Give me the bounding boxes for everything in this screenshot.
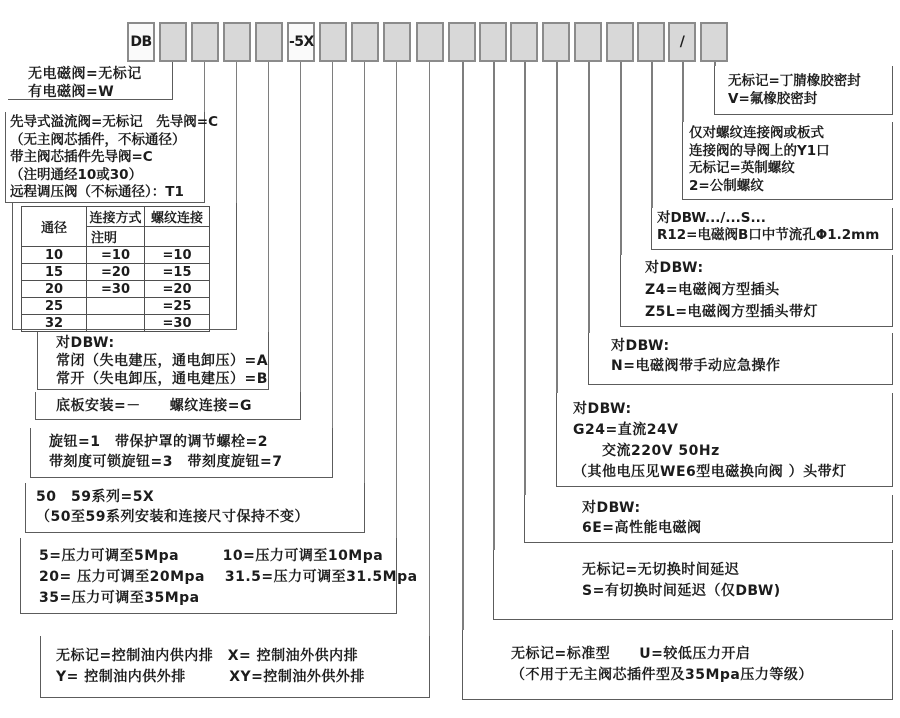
leader-line	[396, 62, 398, 538]
code-box-normally	[255, 22, 283, 62]
label-block-control-oil	[40, 636, 430, 698]
leader-line	[493, 62, 495, 550]
leader-line	[364, 62, 366, 483]
leader-line	[556, 62, 558, 393]
label-text: （50至59系列安装和连接尺寸保持不变）	[36, 509, 309, 525]
code-box-solenoid	[159, 22, 187, 62]
label-block-high-performance	[524, 495, 893, 543]
leader-line	[236, 62, 238, 203]
table-cell: =15	[145, 264, 210, 281]
label-text: （不用于无主阀芯插件型及35Mpa压力等级）	[511, 667, 813, 683]
label-text: 对DBW:	[573, 401, 632, 417]
label-text: 35=压力可调至35Mpa	[39, 590, 200, 606]
table-cell: 25	[22, 298, 87, 315]
code-box-adjust	[319, 22, 347, 62]
table-cell: 32	[22, 315, 87, 332]
label-block-plug-type	[620, 255, 893, 327]
label-text: R12=电磁阀B口中节流孔Φ1.2mm	[657, 227, 880, 243]
label-text: 常闭（失电建压，通电卸压）=A	[56, 353, 269, 369]
label-text: 带刻度可锁旋钮=3 带刻度旋钮=7	[49, 454, 283, 470]
leader-line	[651, 62, 653, 208]
label-text: 20= 压力可调至20Mpa 31.5=压力可调至31.5Mpa	[39, 569, 418, 585]
label-text: 对DBW:	[645, 260, 704, 276]
label-block-standard-type	[462, 630, 893, 700]
label-block-pressure-rating	[20, 538, 418, 614]
code-box-seal	[700, 22, 728, 62]
label-text: 无标记=英制螺纹	[689, 160, 795, 176]
leader-line	[524, 62, 526, 495]
table-cell: =30	[87, 281, 145, 298]
table-cell: =30	[145, 315, 210, 332]
code-box-standard	[448, 22, 476, 62]
label-text: 无标记=标准型 U=较低压力开启	[511, 646, 751, 662]
label-text: 对DBW:	[56, 335, 115, 351]
label-text: 先导式溢流阀=无标记 先导阀=C	[10, 114, 219, 130]
code-box-hiperf	[510, 22, 538, 62]
label-text: 常开（失电卸压，通电建压）=B	[56, 371, 268, 387]
table-subheader: 注明	[87, 227, 145, 247]
code-box-voltage	[542, 22, 570, 62]
label-block-normally-open-closed	[37, 332, 269, 390]
label-text: 有电磁阀=W	[28, 83, 115, 100]
label-text: Z5L=电磁阀方型插头带灯	[645, 304, 819, 320]
leader-line	[429, 62, 431, 636]
table-cell: 10	[22, 247, 87, 264]
leader-line	[332, 62, 334, 428]
label-text: （注明通经10或30）	[10, 166, 143, 183]
label-block-orifice	[651, 208, 893, 250]
code-box-plug	[606, 22, 634, 62]
label-text: G24=直流24V	[573, 422, 679, 438]
code-box-orifice	[637, 22, 665, 62]
label-text: Z4=电磁阀方型插头	[645, 282, 780, 298]
leader-line	[588, 62, 590, 333]
label-text: 5=压力可调至5Mpa 10=压力可调至10Mpa	[39, 548, 384, 564]
label-text: 对DBW:	[582, 500, 641, 516]
label-text: 带主阀芯插件先导阀=C	[10, 149, 153, 165]
label-text: 50 59系列=5X	[36, 489, 155, 505]
leader-line	[620, 62, 622, 255]
label-block-mounting	[35, 392, 301, 420]
label-block-seal-material	[714, 66, 893, 115]
code-box-pilot	[191, 22, 219, 62]
table-cell: 15	[22, 264, 87, 281]
label-text: 仅对螺纹连接阀或板式	[689, 125, 824, 141]
label-text: 旋钮=1 带保护罩的调节螺栓=2	[49, 434, 268, 450]
label-text: （无主阀芯插件，不标通径）	[10, 131, 186, 148]
label-block-voltage	[556, 393, 893, 487]
code-box-separator: /	[668, 22, 696, 62]
code-box-series-5x	[351, 22, 379, 62]
label-block-pilot-valve	[5, 112, 219, 203]
label-block-manual-override	[588, 333, 893, 385]
label-text: （其他电压见WE6型电磁换向阀 ）头带灯	[573, 464, 847, 480]
label-block-size-table	[12, 203, 237, 330]
label-text: 对DBW:	[611, 338, 670, 354]
leader-line	[300, 62, 302, 392]
label-text: 2=公制螺纹	[689, 177, 764, 194]
code-box-size	[223, 22, 251, 62]
table-header-thread: 螺纹连接	[145, 207, 210, 227]
code-box-prefix: DB	[127, 22, 155, 62]
table-header-size: 通径	[22, 207, 87, 247]
label-text: 6E=高性能电磁阀	[582, 520, 702, 536]
leader-line	[682, 62, 684, 122]
code-box-oil	[416, 22, 444, 62]
leader-line	[204, 62, 206, 112]
code-box-manual	[574, 22, 602, 62]
label-block-switching-delay	[493, 550, 893, 620]
table-cell: =20	[87, 264, 145, 281]
table-cell: =10	[87, 247, 145, 264]
label-text: Y= 控制油内供外排 XY=控制油外供外排	[56, 669, 365, 685]
label-block-port-thread	[682, 122, 893, 200]
code-box-pressure	[383, 22, 411, 62]
label-text: 对DBW.../...S...	[657, 210, 766, 226]
label-text: 底板安装=－ 螺纹连接=G	[56, 398, 252, 414]
table-cell: 20	[22, 281, 87, 298]
label-text: 无标记=控制油内供内排 X= 控制油外供内排	[56, 648, 359, 664]
table-cell: =20	[145, 281, 210, 298]
size-table	[21, 206, 210, 332]
label-text: 无标记=丁腈橡胶密封	[728, 73, 861, 89]
code-box-series: -5X	[287, 22, 315, 62]
label-block-adjustment-element	[30, 428, 333, 478]
table-cell	[145, 227, 210, 247]
leader-line	[462, 62, 464, 630]
table-cell: =25	[145, 298, 210, 315]
label-text: N=电磁阀带手动应急操作	[611, 358, 781, 374]
table-cell	[87, 298, 145, 315]
label-text: 连接阀的导阀上的Y1口	[689, 142, 830, 159]
label-text: 无标记=无切换时间延迟	[582, 562, 740, 578]
leader-line	[268, 62, 270, 332]
table-cell: =10	[145, 247, 210, 264]
table-cell	[87, 315, 145, 332]
label-text: V=氟橡胶密封	[728, 91, 818, 107]
label-text: 交流220V 50Hz	[573, 443, 720, 459]
label-block-solenoid	[8, 62, 173, 100]
label-text: S=有切换时间延迟（仅DBW)	[582, 583, 781, 599]
label-text: 远程调压阀（不标通径）：T1	[10, 184, 184, 200]
table-header-connection: 连接方式	[87, 207, 145, 227]
label-text: 无电磁阀=无标记	[28, 66, 142, 82]
label-block-series	[25, 483, 365, 533]
code-box-delay	[479, 22, 507, 62]
